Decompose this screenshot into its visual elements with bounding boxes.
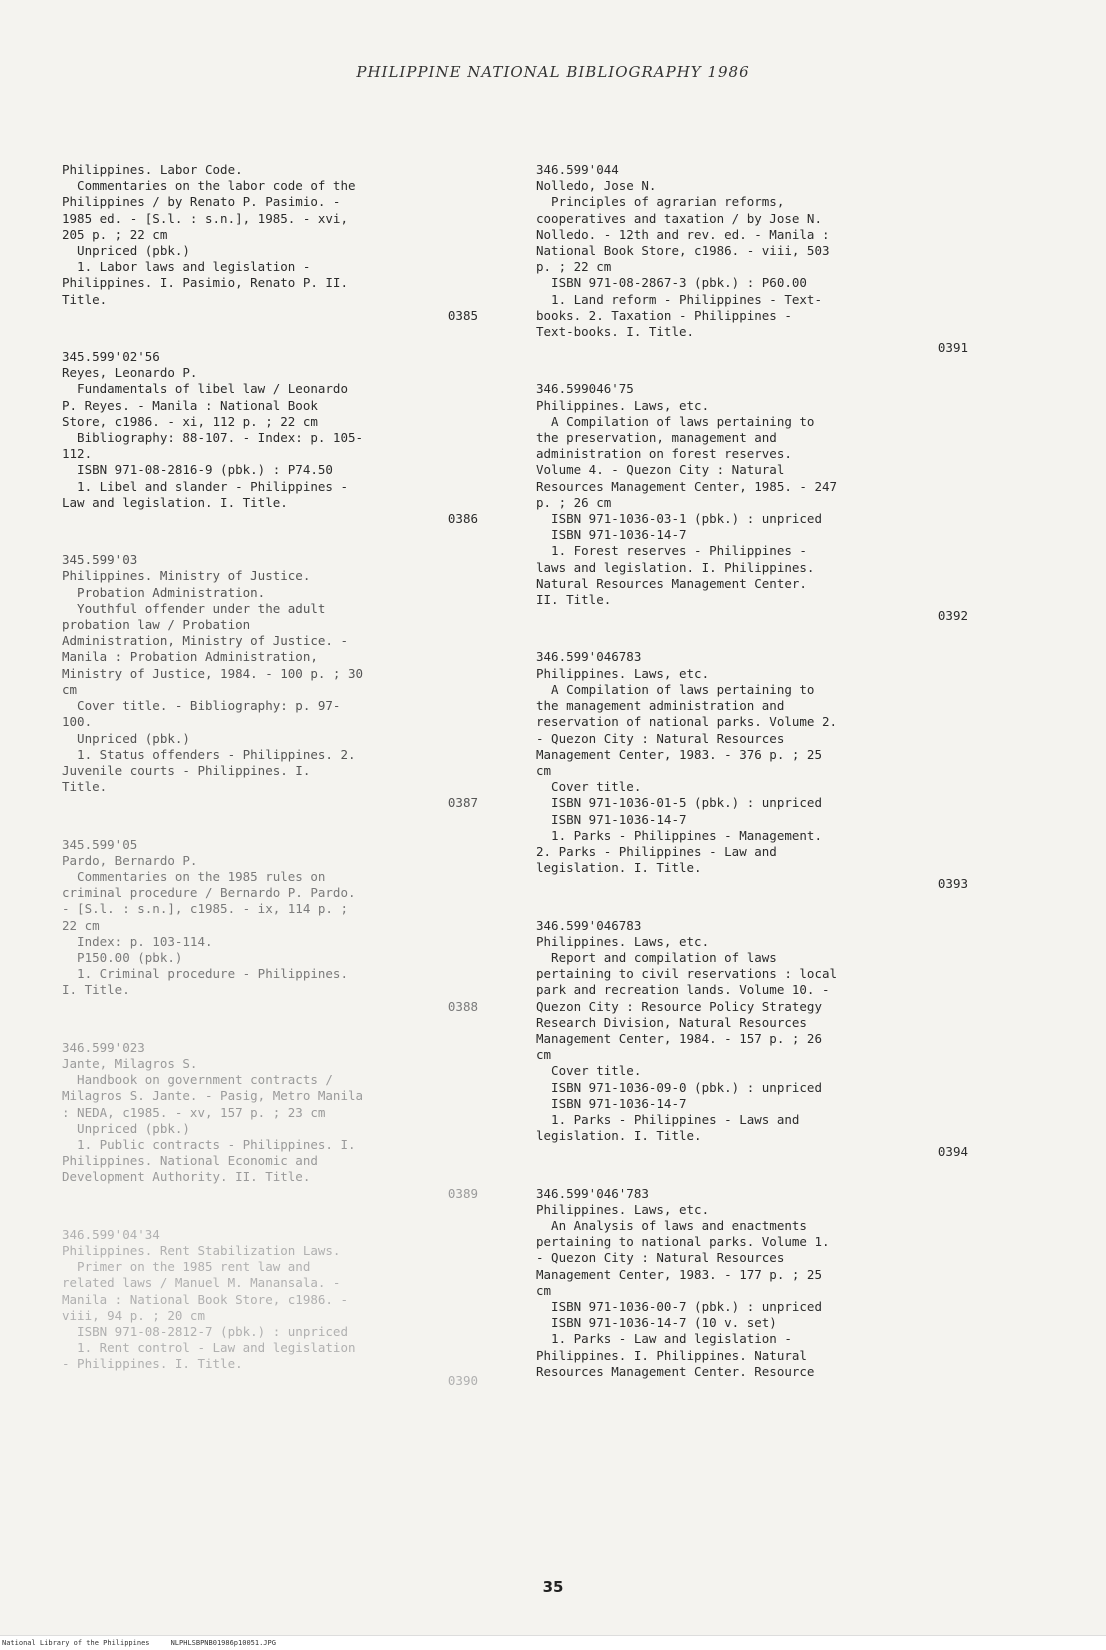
entry-line: viii, 94 p. ; 20 cm [62,1307,205,1323]
call-number: 346.599'046'783 [536,1185,649,1201]
entry-line: P150.00 (pbk.) [62,949,183,965]
entry-number: 0394 [937,1144,968,1160]
entry-line: ISBN 971-08-2812-7 (pbk.) : unpriced [62,1324,348,1339]
entry-line: Resources Management Center. Resource [536,1363,815,1379]
entry-line: legislation. I. Title. [536,860,702,876]
entry-line: An Analysis of laws and enactments [536,1217,807,1233]
entry-line: Law and legislation. I. Title. [62,494,288,510]
bibliographic-entry [62,552,478,811]
entry-line: Commentaries on the 1985 rules on [62,868,326,884]
entry-line: ISBN 971-08-2816-9 (pbk.) : P74.50 [62,462,333,478]
bibliographic-entry [536,381,968,624]
entry-line: Bibliography: 88-107. - Index: p. 105- [62,430,364,446]
entry-line: pertaining to civil reservations : local [536,966,838,982]
entry-number: 0390 [447,1372,478,1388]
entry-line: A Compilation of laws pertaining to [536,413,815,429]
entry-line: Reyes, Leonardo P. [62,365,198,381]
bibliographic-entry [62,349,478,527]
entry-line: p. ; 26 cm [536,494,612,510]
entry-line: Fundamentals of libel law / Leonardo [62,381,348,397]
entry-line: Philippines. Labor Code. [62,162,243,177]
call-number: 346.599046'75 [536,381,634,397]
entry-line: Primer on the 1985 rent law and [62,1259,311,1275]
call-number: 346.599'04'34 [62,1226,160,1242]
entry-line: - Philippines. I. Title. [62,1356,243,1372]
entry-line: 1. Forest reserves - Philippines - [536,543,807,559]
entry-line: criminal procedure / Bernardo P. Pardo. [62,885,356,901]
entry-line: Title. [62,291,108,307]
entry-line: 1985 ed. - [S.l. : s.n.], 1985. - xvi, [62,210,348,226]
entry-line: 1. Land reform - Philippines - Text- [536,291,822,307]
bibliographic-entry [536,918,968,1161]
bibliographic-entry [536,1186,968,1380]
entry-line: Juvenile courts - Philippines. I. [62,762,311,778]
entry-line: cm [62,681,78,697]
entry-line: ISBN 971-1036-14-7 [536,811,687,827]
entry-line: pertaining to national parks. Volume 1. [536,1234,830,1250]
entry-line: Philippines / by Renato P. Pasimio. - [62,194,341,210]
entry-line: 205 p. ; 22 cm [62,226,168,242]
call-number: 345.599'02'56 [62,349,160,365]
bibliographic-entry [62,1040,478,1202]
entry-line: Philippines. Laws, etc. [536,933,710,949]
entry-line: Principles of agrarian reforms, [536,194,785,210]
entry-line: 1. Parks - Law and legislation - [536,1331,792,1347]
bibliographic-entry [536,162,968,356]
entry-line: Cover title. [536,1063,642,1079]
entry-line: the management administration and [536,698,785,714]
entry-line: - Quezon City : Natural Resources [536,730,785,746]
entry-line: ISBN 971-1036-00-7 (pbk.) : unpriced [536,1299,822,1314]
entry-line: probation law / Probation [62,617,251,633]
entry-line: Philippines. National Economic and [62,1153,318,1169]
entry-line: Milagros S. Jante. - Pasig, Metro Manila [62,1088,364,1104]
footer-library: National Library of the Philippines [2,1639,150,1647]
entry-line: Nolledo, Jose N. [536,178,657,194]
entry-number: 0389 [447,1185,478,1201]
entry-line: administration on forest reserves. [536,446,792,462]
entry-line: 1. Rent control - Law and legislation [62,1340,356,1356]
entry-number: 0393 [937,876,968,892]
entry-line: : NEDA, c1985. - xv, 157 p. ; 23 cm [62,1104,326,1120]
entry-line: Administration, Ministry of Justice. - [62,633,348,649]
entry-line: Quezon City : Resource Policy Strategy [536,998,822,1014]
left-column [62,162,478,1414]
entry-line: P. Reyes. - Manila : National Book [62,397,318,413]
entry-number: 0391 [937,340,968,356]
entry-number: 0392 [937,608,968,624]
entry-line: ISBN 971-1036-01-5 (pbk.) : unpriced [536,795,822,811]
entry-line: Handbook on government contracts / [62,1072,333,1088]
entry-line: Probation Administration. [62,584,266,600]
entry-line: Philippines. Laws, etc. [536,1201,710,1217]
footer-file-id: NLPHLSBPNB01986p10051.JPG [170,1639,276,1647]
entry-line: 1. Criminal procedure - Philippines. [62,966,348,982]
page-number: 35 [542,1578,564,1596]
entry-line: Philippines. I. Philippines. Natural [536,1347,807,1363]
entry-line: Cover title. - Bibliography: p. 97- [62,698,341,714]
entry-line: cm [536,1047,552,1063]
entry-line: Title. [62,779,108,795]
call-number: 346.599'023 [62,1039,145,1055]
entry-line: Volume 4. - Quezon City : Natural [536,462,785,478]
entry-line: Manila : Probation Administration, [62,649,318,665]
entry-line: Manila : National Book Store, c1986. - [62,1291,348,1307]
entry-line: National Book Store, c1986. - viii, 503 [536,243,830,259]
entry-line: Management Center, 1983. - 177 p. ; 25 [536,1266,822,1282]
entry-line: Research Division, Natural Resources [536,1014,807,1030]
entry-line: Jante, Milagros S. [62,1055,198,1071]
entry-line: Nolledo. - 12th and rev. ed. - Manila : [536,226,830,242]
entry-line: legislation. I. Title. [536,1128,702,1144]
entry-line: Unpriced (pbk.) [62,730,190,746]
call-number: 346.599'046783 [536,649,642,665]
entry-line: ISBN 971-1036-03-1 (pbk.) : unpriced [536,511,822,527]
entry-line: Unpriced (pbk.) [62,243,190,259]
entry-number: 0387 [447,795,478,811]
entry-line: Management Center, 1984. - 157 p. ; 26 [536,1030,822,1046]
entry-line: 1. Libel and slander - Philippines - [62,478,348,494]
entry-line: ISBN 971-1036-09-0 (pbk.) : unpriced [536,1079,822,1095]
entry-number: 0385 [447,307,478,323]
running-header: PHILIPPINE NATIONAL BIBLIOGRAPHY 1986 [356,63,750,81]
entry-line: Commentaries on the labor code of the [62,178,356,194]
entry-line: Philippines. Laws, etc. [536,665,710,681]
entry-line: 1. Parks - Philippines - Laws and [536,1111,800,1127]
entry-line: Philippines. I. Pasimio, Renato P. II. [62,275,348,291]
entry-line: Philippines. Laws, etc. [536,397,710,413]
right-column [536,162,968,1405]
bibliographic-entry [536,649,968,892]
entry-line: II. Title. [536,592,612,608]
entry-line: Index: p. 103-114. [62,933,213,949]
entry-line: ISBN 971-1036-14-7 [536,1095,687,1111]
entry-line: related laws / Manuel M. Manansala. - [62,1275,341,1291]
bibliographic-entry [62,162,478,324]
entry-line: the preservation, management and [536,430,777,446]
entry-line: Philippines. Ministry of Justice. [62,568,311,584]
entry-line: park and recreation lands. Volume 10. - [536,982,830,998]
entry-line: 100. [62,714,93,730]
entry-line: books. 2. Taxation - Philippines - [536,307,792,323]
entry-line: ISBN 971-1036-14-7 (10 v. set) [536,1315,777,1331]
entry-line: Resources Management Center, 1985. - 247 [536,478,838,494]
entry-line: A Compilation of laws pertaining to [536,681,815,697]
entry-line: Store, c1986. - xi, 112 p. ; 22 cm [62,413,318,429]
entry-line: Ministry of Justice, 1984. - 100 p. ; 30 [62,665,364,681]
entry-line: 1. Public contracts - Philippines. I. [62,1136,356,1152]
entry-line: Development Authority. II. Title. [62,1169,311,1185]
bibliographic-entry [62,1227,478,1389]
entry-line: 1. Labor laws and legislation - [62,259,311,275]
entry-line: Pardo, Bernardo P. [62,852,198,868]
entry-line: ISBN 971-08-2867-3 (pbk.) : P60.00 [536,275,807,291]
call-number: 345.599'03 [62,552,138,568]
entry-line: Youthful offender under the adult [62,600,326,616]
entry-line: 1. Status offenders - Philippines. 2. [62,746,356,762]
entry-line: I. Title. [62,982,130,998]
entry-line: reservation of national parks. Volume 2. [536,714,838,730]
entry-line: p. ; 22 cm [536,259,612,275]
call-number: 346.599'046783 [536,917,642,933]
entry-line: cm [536,1282,552,1298]
entry-line: - Quezon City : Natural Resources [536,1250,785,1266]
entry-line: - [S.l. : s.n.], c1985. - ix, 114 p. ; [62,901,348,917]
entry-line: ISBN 971-1036-14-7 [536,527,687,543]
entry-number: 0388 [447,998,478,1014]
entry-line: 1. Parks - Philippines - Management. [536,827,822,843]
call-number: 345.599'05 [62,836,138,852]
entry-line: 112. [62,446,93,462]
entry-line: Management Center, 1983. - 376 p. ; 25 [536,746,822,762]
entry-line: Unpriced (pbk.) [62,1120,190,1136]
entry-line: cm [536,762,552,778]
entry-line: cooperatives and taxation / by Jose N. [536,210,822,226]
entry-number: 0386 [447,511,478,527]
entry-line: 2. Parks - Philippines - Law and [536,843,777,859]
bibliographic-entry [62,837,478,1015]
entry-line: Report and compilation of laws [536,949,777,965]
entry-line: Natural Resources Management Center. [536,575,807,591]
entry-line: laws and legislation. I. Philippines. [536,559,815,575]
entry-line: Philippines. Rent Stabilization Laws. [62,1242,341,1258]
entry-line: 346.599'044 [536,162,619,177]
entry-line: 22 cm [62,917,100,933]
entry-line: Cover title. [536,779,642,795]
scan-footer [0,1635,1106,1650]
entry-line: Text-books. I. Title. [536,324,695,340]
